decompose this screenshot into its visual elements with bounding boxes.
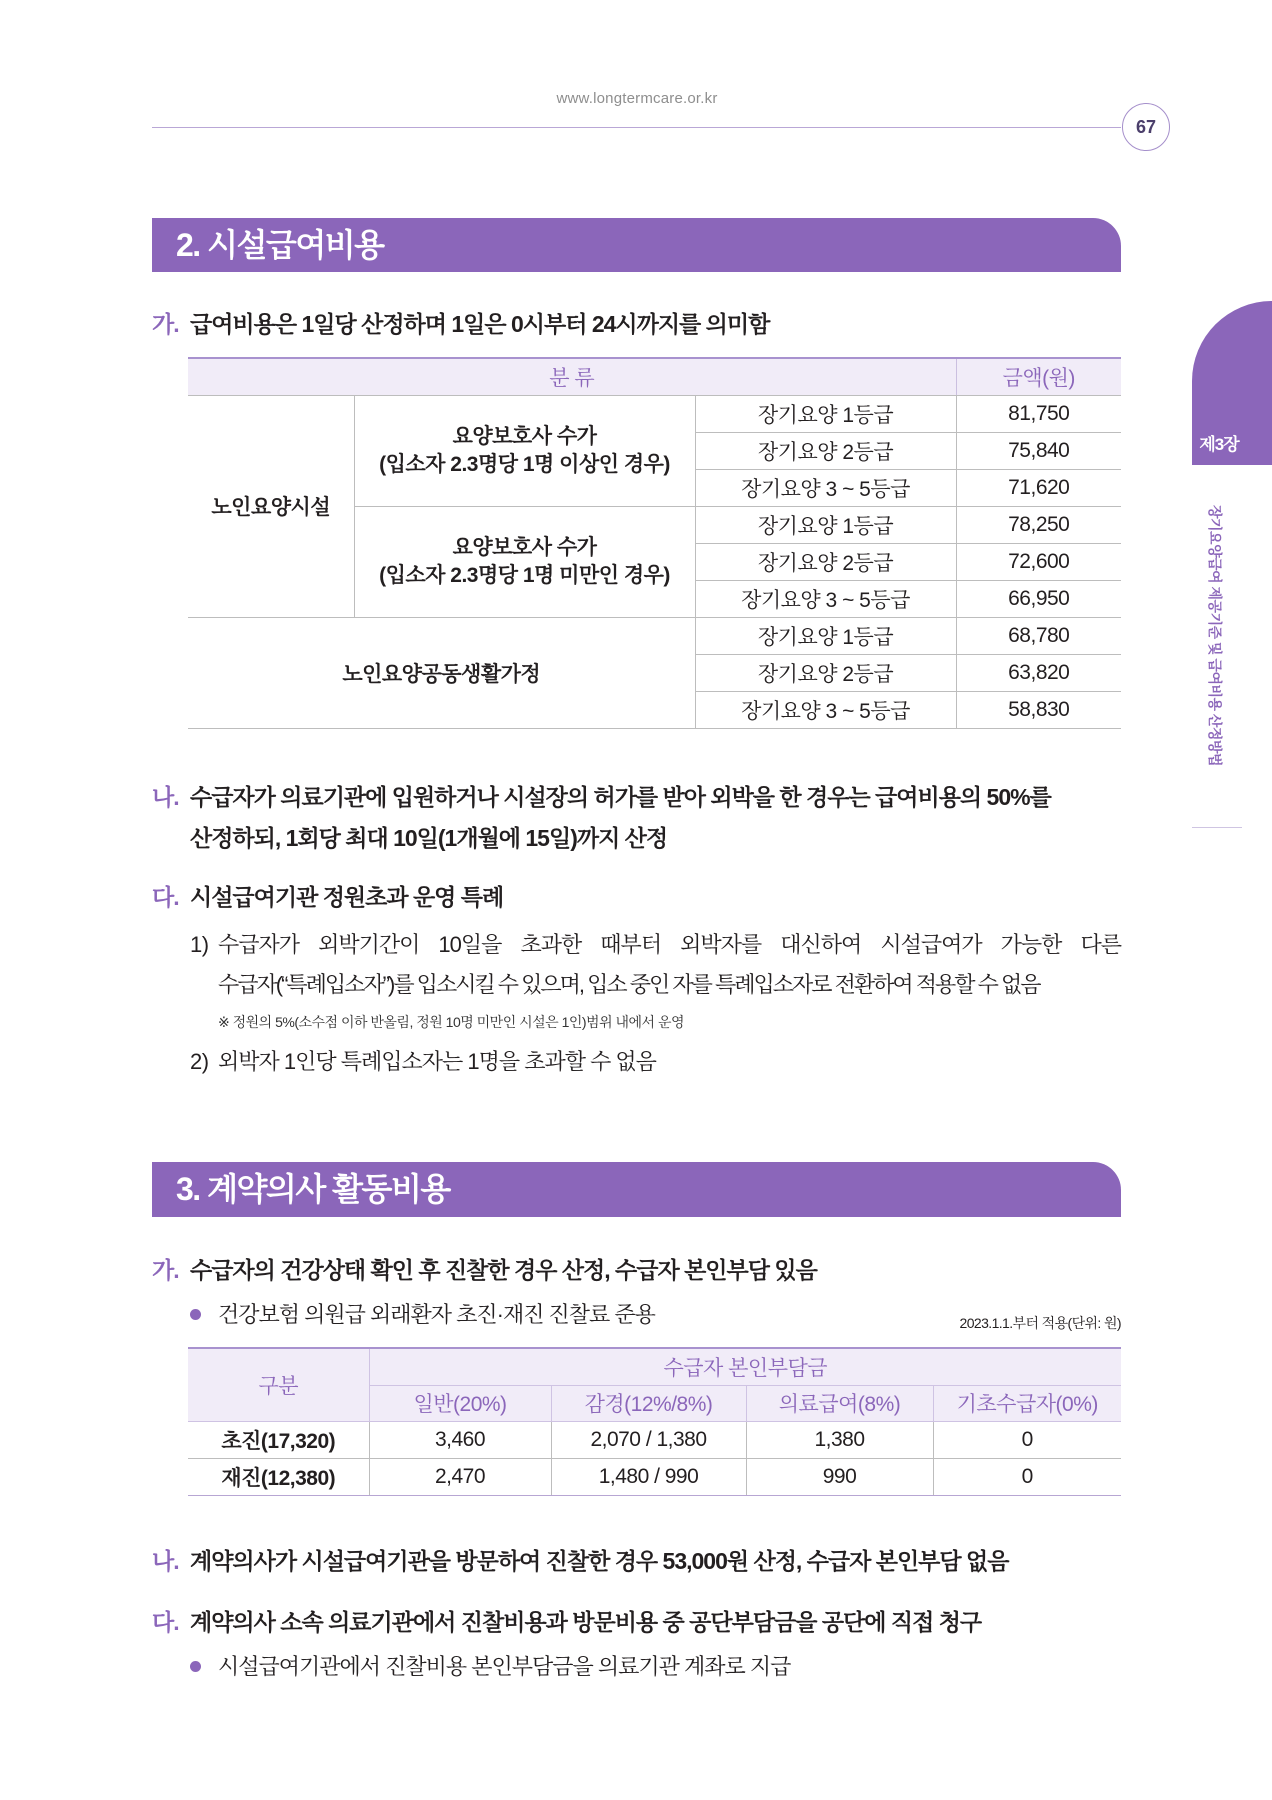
section-2-title: 2. 시설급여비용 <box>176 227 384 263</box>
section-3-item-na <box>152 1546 1008 1576</box>
item-text: 시설급여기관 정원초과 운영 특례 <box>190 884 504 910</box>
column-header: 의료급여(8%) <box>746 1385 933 1421</box>
table-row <box>188 395 1121 432</box>
grade-cell: 장기요양 2등급 <box>695 543 956 580</box>
amount-cell: 78,250 <box>956 506 1121 543</box>
value-cell: 0 <box>933 1458 1121 1495</box>
bullet-icon <box>190 1661 201 1672</box>
column-header-amount: 금액(원) <box>956 358 1121 395</box>
chapter-title-rule <box>1192 827 1242 828</box>
amount-cell: 68,780 <box>956 617 1121 654</box>
section-3-item-ga <box>152 1255 817 1285</box>
grade-cell: 장기요양 1등급 <box>695 395 956 432</box>
chapter-tab-label: 제3장 <box>1199 435 1239 454</box>
section-3-header <box>152 1162 1121 1217</box>
amount-cell: 66,950 <box>956 580 1121 617</box>
item-label: 나. <box>152 784 179 810</box>
item-text: 수급자의 건강상태 확인 후 진찰한 경우 산정, 수급자 본인부담 있음 <box>190 1257 817 1283</box>
facility-fee-table <box>188 357 1121 729</box>
row-label-cell: 재진(12,380) <box>188 1458 369 1495</box>
grade-cell: 장기요양 1등급 <box>695 617 956 654</box>
item-label: 나. <box>152 1548 179 1574</box>
grade-cell: 장기요양 3 ~ 5등급 <box>695 580 956 617</box>
amount-cell: 58,830 <box>956 691 1121 728</box>
item-text-line-1: 수급자가 의료기관에 입원하거나 시설장의 허가를 받아 외박을 한 경우는 급여비용의 50%를 <box>190 784 1051 810</box>
section-2-item-da <box>152 882 503 912</box>
site-url: www.longtermcare.or.kr <box>556 90 718 107</box>
section-2-header <box>152 218 1121 272</box>
bullet-icon <box>190 1309 201 1320</box>
value-cell: 1,480 / 990 <box>551 1458 746 1495</box>
page-number: 67 <box>1122 103 1170 151</box>
amount-cell: 63,820 <box>956 654 1121 691</box>
copayment-table <box>188 1347 1121 1496</box>
value-cell: 990 <box>746 1458 933 1495</box>
facility-type-cell: 노인요양시설 <box>188 395 354 617</box>
bullet-text: 시설급여기관에서 진찰비용 본인부담금을 의료기관 계좌로 지급 <box>218 1654 791 1679</box>
sub-item-text-line-1: 수급자가 외박기간이 10일을 초과한 때부터 외박자를 대신하여 시설급여가 가능한 다른 <box>218 932 1121 957</box>
grade-cell: 장기요양 1등급 <box>695 506 956 543</box>
section-2-item-ga <box>152 309 769 339</box>
item-text: 급여비용은 1일당 산정하며 1일은 0시부터 24시까지를 의미함 <box>190 311 770 337</box>
amount-cell: 81,750 <box>956 395 1121 432</box>
staffing-condition-cell <box>354 395 695 506</box>
column-header-category: 분 류 <box>188 358 956 395</box>
table-header-row <box>188 358 1121 395</box>
item-text: 계약의사가 시설급여기관을 방문하여 진찰한 경우 53,000원 산정, 수급자 본인부담 없음 <box>190 1548 1009 1574</box>
item-text-line-2: 산정하되, 1회당 최대 10일(1개월에 15일)까지 산정 <box>190 825 668 851</box>
item-text: 계약의사 소속 의료기관에서 진찰비용과 방문비용 중 공단부담금을 공단에 직접 청구 <box>190 1609 982 1635</box>
item-label: 가. <box>152 1257 179 1283</box>
staffing-fee-label: 요양보호사 수가 <box>452 535 597 559</box>
sub-item-number: 2) <box>190 1049 209 1074</box>
grade-cell: 장기요양 2등급 <box>695 432 956 469</box>
item-label: 가. <box>152 311 179 337</box>
grade-cell: 장기요양 2등급 <box>695 654 956 691</box>
amount-cell: 72,600 <box>956 543 1121 580</box>
amount-cell: 71,620 <box>956 469 1121 506</box>
column-header-group: 수급자 본인부담금 <box>369 1348 1121 1385</box>
staffing-ratio-label: (입소자 2.3명당 1명 미만인 경우) <box>379 563 670 587</box>
staffing-condition-cell <box>354 506 695 617</box>
chapter-title-vertical: 장기요양급여 제공기준 및 급여비용 산정방법 <box>1207 505 1223 767</box>
staffing-ratio-label: (입소자 2.3명당 1명 이상인 경우) <box>379 452 670 476</box>
grade-cell: 장기요양 3 ~ 5등급 <box>695 691 956 728</box>
value-cell: 2,470 <box>369 1458 551 1495</box>
column-header-category: 구분 <box>188 1348 369 1421</box>
value-cell: 3,460 <box>369 1421 551 1458</box>
bullet-text: 건강보험 의원급 외래환자 초진·재진 진찰료 준용 <box>218 1302 655 1327</box>
staffing-fee-label: 요양보호사 수가 <box>452 424 597 448</box>
amount-cell: 75,840 <box>956 432 1121 469</box>
sub-item-text-line-2: 수급자(“특례입소자”)를 입소시킬 수 있으며, 입소 중인 자를 특례입소자로 전환하여 적용할 수 없음 <box>218 972 1040 997</box>
sub-item-text: 외박자 1인당 특례입소자는 1명을 초과할 수 없음 <box>218 1049 656 1074</box>
section-3-item-da <box>152 1607 981 1637</box>
section-3-title: 3. 계약의사 활동비용 <box>176 1171 450 1207</box>
value-cell: 0 <box>933 1421 1121 1458</box>
header-rule <box>152 127 1121 128</box>
grade-cell: 장기요양 3 ~ 5등급 <box>695 469 956 506</box>
table-header-row <box>188 1348 1121 1385</box>
item-label: 다. <box>152 884 179 910</box>
table-row <box>188 1458 1121 1495</box>
unit-note: 2023.1.1.부터 적용(단위: 원) <box>959 1315 1121 1331</box>
sub-item-number: 1) <box>190 932 209 957</box>
column-header: 기초수급자(0%) <box>933 1385 1121 1421</box>
table-row <box>188 1421 1121 1458</box>
column-header: 감경(12%/8%) <box>551 1385 746 1421</box>
value-cell: 1,380 <box>746 1421 933 1458</box>
row-label-cell: 초진(17,320) <box>188 1421 369 1458</box>
quota-note: ※ 정원의 5%(소수점 이하 반올림, 정원 10명 미만인 시설은 1인)범위 내에서 운영 <box>218 1014 684 1030</box>
section-2-item-na <box>152 782 1051 812</box>
group-home-cell: 노인요양공동생활가정 <box>188 617 695 728</box>
item-label: 다. <box>152 1609 179 1635</box>
table-row <box>188 617 1121 654</box>
value-cell: 2,070 / 1,380 <box>551 1421 746 1458</box>
column-header: 일반(20%) <box>369 1385 551 1421</box>
